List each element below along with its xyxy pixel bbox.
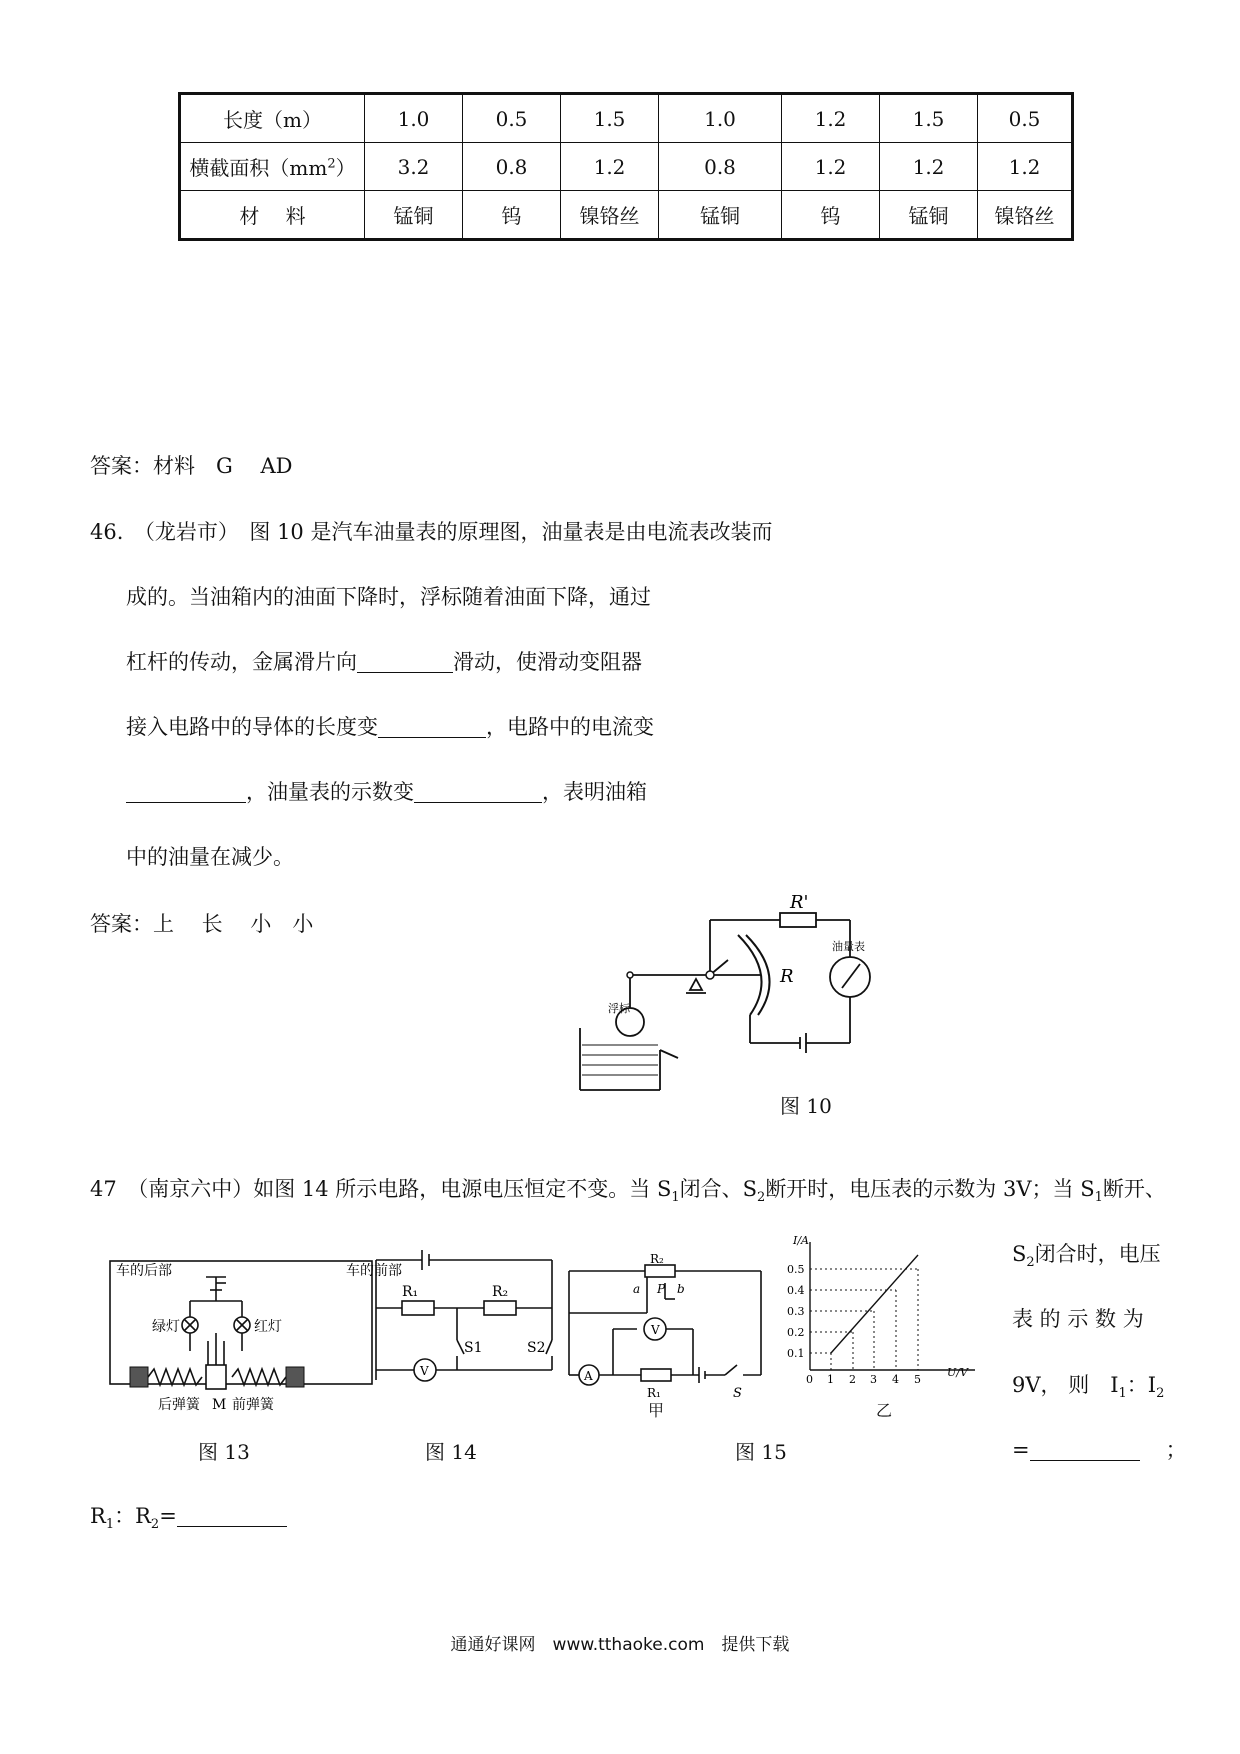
left-label-text: 车的后部 [116, 1263, 172, 1279]
q47-right1 [1012, 1240, 1161, 1277]
ammeter-label: A [584, 1369, 593, 1383]
jia-label: 甲 [648, 1401, 665, 1420]
x-axis-label: U/V [947, 1366, 968, 1379]
q46-line5-b: ，表明油箱 [542, 780, 647, 804]
voltmeter-label: V [651, 1323, 660, 1337]
q47-last-a: R [90, 1504, 106, 1528]
q47-line1-c: 断开时，电压表的示数为 3V；当 S [765, 1177, 1095, 1201]
voltmeter-label: V [420, 1364, 429, 1378]
q47-last-b: ：R [114, 1504, 151, 1528]
y-tick: 0.5 [787, 1263, 805, 1276]
table-cell: 1.2 [880, 143, 978, 191]
answer-46: 答案：上 长 小 小 [90, 912, 314, 936]
q47-line1-d: 断开、 [1102, 1177, 1166, 1201]
row-label: 长度（m） [180, 94, 365, 143]
table-cell: 3.2 [365, 143, 463, 191]
x-tick: 2 [849, 1373, 856, 1386]
y-axis-label: I/A [793, 1234, 809, 1247]
m-label: M [212, 1397, 227, 1413]
r1-label: R₁ [647, 1386, 661, 1400]
r2-label: R₂ [492, 1284, 509, 1300]
table-row [180, 143, 1073, 191]
subscript: 1 [671, 1190, 680, 1206]
y-tick: 0.1 [787, 1347, 805, 1360]
x-tick: 0 [806, 1373, 813, 1386]
q46-line3-a: 杠杆的传动，金属滑片向 [126, 650, 357, 674]
table-cell: 1.5 [561, 94, 659, 143]
answer-blank[interactable] [357, 650, 453, 673]
answer-blank[interactable] [1030, 1438, 1140, 1461]
q46-line5 [126, 778, 647, 806]
properties-table [178, 92, 1074, 241]
table-cell: 镍铬丝 [561, 191, 659, 240]
q47-last-c: = [159, 1504, 177, 1528]
right-label-text: 车的前部 [346, 1263, 402, 1279]
r1-label: R₁ [402, 1284, 419, 1300]
subscript: 2 [1026, 1255, 1035, 1271]
q46-line1: 46. （龙岩市） 图 10 是汽车油量表的原理图，油量表是由电流表改装而 [90, 520, 773, 544]
red-lamp-label: 红灯 [254, 1319, 282, 1335]
figure-10-caption: 图 10 [780, 1094, 832, 1118]
table-cell: 1.2 [978, 143, 1073, 191]
table-cell: 锰铜 [365, 191, 463, 240]
table-cell: 1.5 [880, 94, 978, 143]
q46-line3-b: 滑动，使滑动变阻器 [453, 650, 642, 674]
row-label-sup: 2 [327, 156, 336, 172]
label-r: R [780, 966, 794, 987]
q47-right4-a: = [1012, 1438, 1030, 1462]
q47-right3 [1012, 1371, 1164, 1408]
figure-15-diagram [565, 1252, 765, 1405]
q47-line1 [90, 1175, 1166, 1212]
figure-13-diagram [108, 1255, 402, 1415]
q47-right2: 表 的 示 数 为 [1012, 1307, 1144, 1331]
y-tick: 0.4 [787, 1284, 805, 1297]
label-r-prime: R' [790, 892, 809, 913]
q47-right4-end: ； [1165, 1438, 1187, 1462]
q47-right1-b: 闭合时，电压 [1034, 1242, 1161, 1266]
q46-line2: 成的。当油箱内的油面下降时，浮标随着油面下降，通过 [126, 585, 651, 609]
q47-line1-b: 闭合、S [679, 1177, 758, 1201]
table-cell: 锰铜 [880, 191, 978, 240]
y-tick: 0.2 [787, 1326, 805, 1339]
q47-right4 [1012, 1436, 1187, 1464]
table-cell: 镍铬丝 [978, 191, 1073, 240]
page-footer: 通通好课网 www.tthaoke.com 提供下载 [450, 1635, 790, 1655]
q47-right3-a: 9V， 则 I [1012, 1373, 1119, 1397]
table-cell: 钨 [782, 191, 880, 240]
q46-line4-b: ，电路中的电流变 [486, 715, 654, 739]
table-cell: 钨 [463, 191, 561, 240]
answer-blank[interactable] [378, 715, 486, 738]
a-label: a [633, 1282, 641, 1296]
yi-label: 乙 [876, 1401, 893, 1420]
figure-15-caption: 图 15 [735, 1440, 787, 1464]
subscript: 2 [757, 1190, 766, 1206]
s-label: S [733, 1386, 742, 1401]
figure-10-diagram [608, 892, 880, 1120]
row-label [180, 143, 365, 191]
table-cell: 1.0 [365, 94, 463, 143]
table-cell: 0.5 [978, 94, 1073, 143]
x-tick: 3 [870, 1373, 877, 1386]
s1-label: S1 [464, 1340, 483, 1356]
answer-blank[interactable] [126, 780, 246, 803]
q47-right1-s: S [1012, 1242, 1027, 1266]
figure-14-caption: 图 14 [425, 1440, 477, 1464]
figure-14-diagram [372, 1240, 562, 1395]
left-label [116, 1263, 172, 1279]
rear-spring-label: 后弹簧 [158, 1397, 200, 1413]
subscript: 1 [1094, 1190, 1103, 1206]
q47-last-line [90, 1502, 287, 1539]
subscript: 2 [150, 1517, 160, 1533]
front-spring-label: 前弹簧 [232, 1397, 274, 1413]
subscript: 2 [1156, 1386, 1165, 1402]
figure-13-caption: 图 13 [198, 1440, 250, 1464]
subscript: 1 [1118, 1386, 1127, 1402]
q46-line4-a: 接入电路中的导体的长度变 [126, 715, 378, 739]
x-tick: 4 [892, 1373, 899, 1386]
answer-blank[interactable] [177, 1504, 287, 1527]
q46-line6: 中的油量在减少。 [126, 845, 294, 869]
b-label: b [677, 1282, 685, 1296]
q46-line3 [126, 648, 642, 676]
p-label: P [657, 1282, 666, 1296]
answer-blank[interactable] [414, 780, 542, 803]
row-label-prefix: 横截面积（mm [189, 156, 328, 180]
x-tick: 5 [914, 1373, 921, 1386]
row-label: 材 料 [180, 191, 365, 240]
subscript: 1 [105, 1517, 115, 1533]
table-row [180, 94, 1073, 143]
q47-line1-a: 47 （南京六中）如图 14 所示电路，电源电压恒定不变。当 S [90, 1177, 672, 1201]
table-cell: 0.5 [463, 94, 561, 143]
table-cell: 0.8 [463, 143, 561, 191]
y-tick: 0.3 [787, 1305, 805, 1318]
r2-label: R₂ [650, 1252, 664, 1266]
q46-line5-a: ，油量表的示数变 [246, 780, 414, 804]
table-cell: 0.8 [659, 143, 782, 191]
table-cell: 1.2 [561, 143, 659, 191]
answer-45: 答案：材料 G AD [90, 454, 293, 478]
q46-line4 [126, 713, 654, 741]
table-cell: 锰铜 [659, 191, 782, 240]
table-cell: 1.2 [782, 143, 880, 191]
q47-right3-c: ：I [1126, 1373, 1157, 1397]
table-row [180, 191, 1073, 240]
figure-15-graph [785, 1230, 985, 1390]
table-cell: 1.0 [659, 94, 782, 143]
label-float: 浮标 [608, 1002, 630, 1015]
x-tick: 1 [827, 1373, 834, 1386]
green-lamp-label: 绿灯 [152, 1319, 180, 1335]
table-cell: 1.2 [782, 94, 880, 143]
row-label-suffix: ） [335, 156, 356, 180]
s2-label: S2 [527, 1340, 546, 1356]
label-meter: 油量表 [832, 940, 865, 953]
